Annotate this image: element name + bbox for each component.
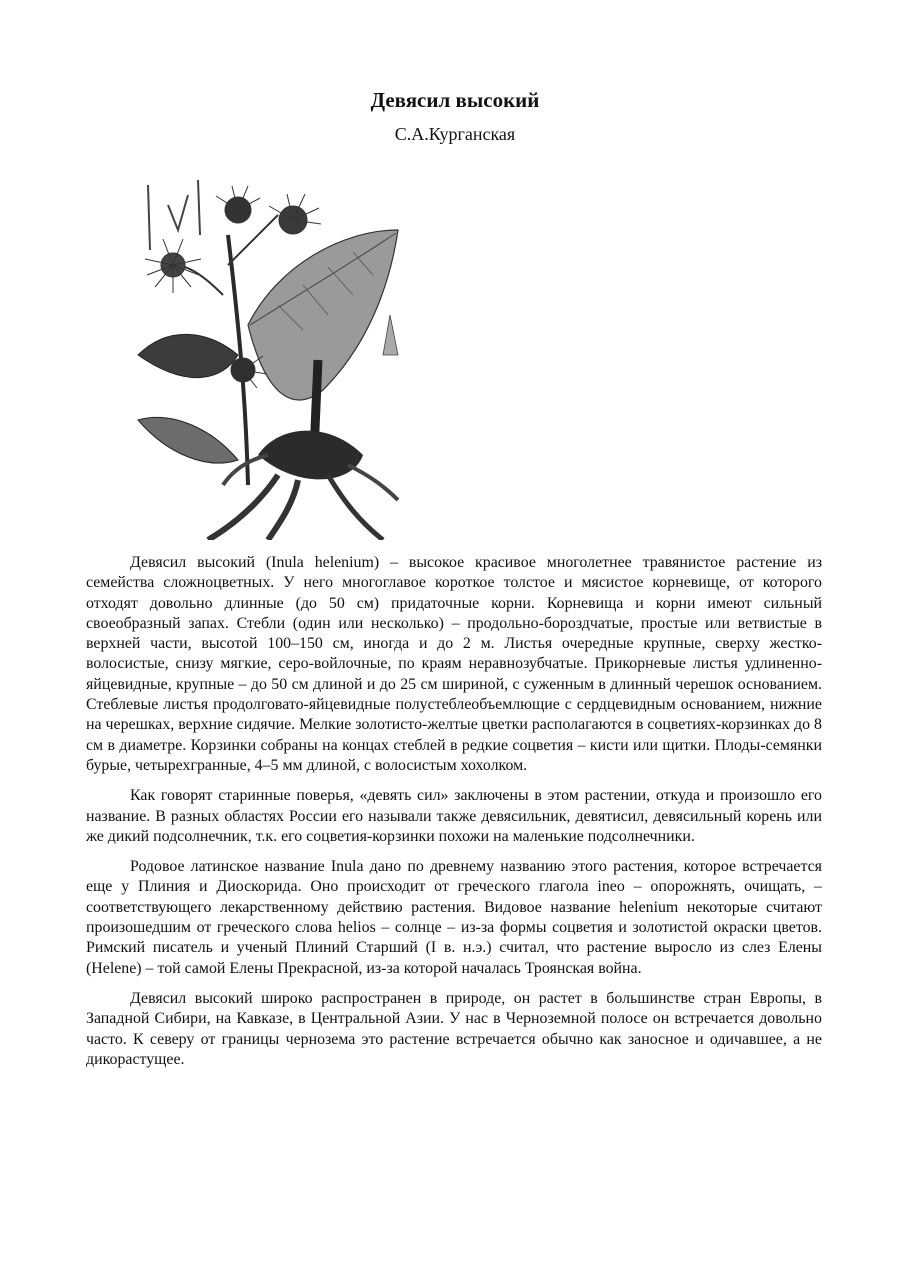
paragraph: Девясил высокий широко распространен в природе, он растет в большинстве стран Европы, в Западной Сибири, на Кавказе, в Центральной Азии. У нас в Черноземной полосе он встречается довольно часто. К северу от границы чернозема это растение встречается обычно как заносное и одичавшее, а не дикорастущее.	[86, 989, 822, 1068]
paragraph: Как говорят старинные поверья, «девять сил» заключены в этом растении, откуда и произошло его название. В разных областях России его называли также девясильник, девятисил, девясильный корень или же дикий подсолнечник, т.к. его соцветия-корзинки похожи на маленькие подсолнечники.	[86, 787, 822, 845]
plant-illustration	[128, 155, 413, 540]
document-author: С.А.Курганская	[394, 124, 516, 144]
document-title: Девясил высокий	[370, 88, 540, 112]
paragraph: Девясил высокий (Inula helenium) – высокое красивое многолетнее травянистое растение из семейства сложноцветных. У него многоглавое короткое толстое и мясистое корневище, от которого отходят довольно длинные (до 50 см) придаточные корни. Корневища и корни имеют сильный своеобразный запах. Стебли (один или несколько) – продольно-бороздчатые, простые или ветвистые в верхней части, высотой 100–150 см, иногда и до 2 м. Листья очередные крупные, сверху жестко-волосистые, снизу мягкие, серо-войлочные, по краям неравнозубчатые. Прикорневые листья удлиненно-яйцевидные, крупные – до 50 см длиной и до 25 см шириной, с суженным в длинный черешок основанием. Стеблевые листья продолговато-яйцевидные полустеблеобъемлющие с сердцевидным основанием, нижние на черешках, верхние сидячие. Мелкие золотисто-желтые цветки располагаются в соцветиях-корзинках до 8 см в диаметре. Корзинки собраны на концах стеблей в редкие соцветия – кисти или щитки. Плоды-семянки бурые, четырехгранные, 4–5 мм длиной, с волосистым хохолком.	[86, 554, 822, 774]
article-body	[86, 553, 822, 1080]
paragraph: Родовое латинское название Inula дано по древнему названию этого растения, которое встречается еще у Плиния и Диоскорида. Оно происходит от греческого глагола ineo – опорожнять, очищать, – соответствующего лекарственному действию растения. Видовое название helenium некоторые считают произошедшим от греческого слова helios – солнце – из-за формы соцветия и золотистой окраски цветов. Римский писатель и ученый Плиний Старший (I в. н.э.) считал, что растение выросло из слез Елены (Helene) – той самой Елены Прекрасной, из-за которой началась Троянская война.	[86, 858, 822, 977]
